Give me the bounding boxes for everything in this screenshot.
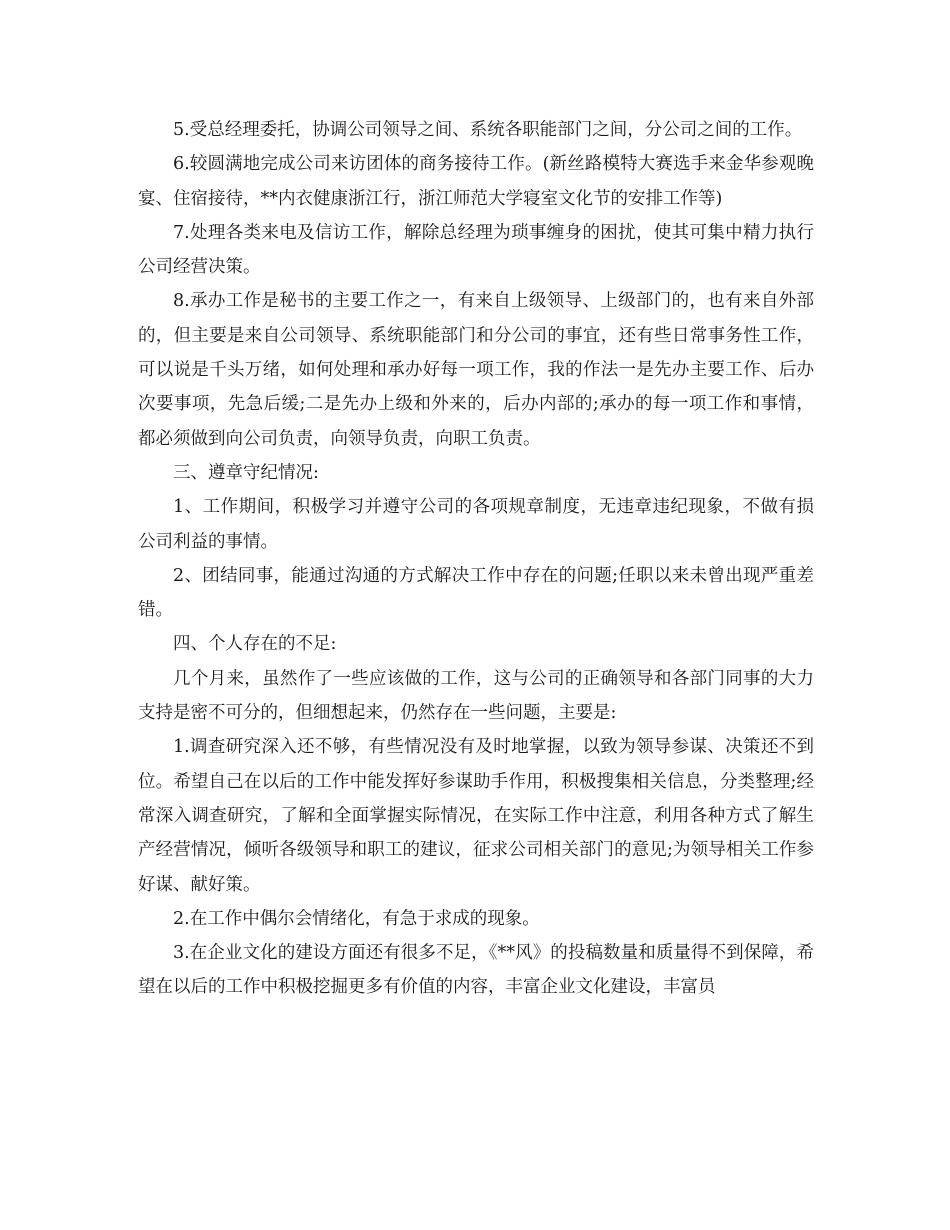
section-heading-discipline: 三、遵章守纪情况: (173, 462, 319, 483)
shortcoming-item-1: 1.调查研究深入还不够，有些情况没有及时地掌握，以致为领导参谋、决策还不到位。希望自己在以后的工作中能发挥好参谋助手作用，积极搜集相关信息，分类整理;经常深入调查研究，了解和全面掌握实际情况，在实际工作中注意，利用各种方式了解生产经营情况，倾听各级领导和职工的建议，征求公司相关部门的意见;为领导相关工作参好谋、献好策。 (138, 737, 814, 895)
shortcomings-intro: 几个月来，虽然作了一些应该做的工作，这与公司的正确领导和各部门同事的大力支持是密不可分的，但细想起来，仍然存在一些问题，主要是: (138, 668, 814, 724)
shortcoming-item-3: 3.在企业文化的建设方面还有很多不足，《**风》的投稿数量和质量得不到保障，希望在以后的工作中积极挖掘更多有价值的内容，丰富企业文化建设，丰富员 (138, 943, 814, 998)
discipline-item-2: 2、团结同事，能通过沟通的方式解决工作中存在的问题;任职以来未曾出现严重差错。 (138, 565, 814, 621)
shortcoming-item-2: 2.在工作中偶尔会情绪化，有急于求成的现象。 (173, 908, 540, 929)
paragraph-item-8: 8.承办工作是秘书的主要工作之一，有来自上级领导、上级部门的，也有来自外部的，但主要是来自公司领导、系统职能部门和分公司的事宜，还有些日常事务性工作，可以说是千头万绪，如何处理和承办好每一项工作，我的作法一是先办主要工作、后办次要事项，先急后缓;二是先办上级和外来的，后办内部的;承办的每一项工作和事情，都必须做到向公司负责，向领导负责，向职工负责。 (138, 291, 814, 449)
document-body (138, 113, 814, 1005)
section-heading-shortcomings: 四、个人存在的不足: (173, 634, 337, 655)
paragraph-item-6: 6.较圆满地完成公司来访团体的商务接待工作。(新丝路模特大赛选手来金华参观晚宴、住宿接待，**内衣健康浙江行，浙江师范大学寝室文化节的安排工作等) (138, 154, 814, 209)
paragraph-item-7: 7.处理各类来电及信访工作，解除总经理为琐事缠身的困扰，使其可集中精力执行公司经营决策。 (138, 222, 814, 278)
discipline-item-1: 1、工作期间，积极学习并遵守公司的各项规章制度，无违章违纪现象，不做有损公司利益的事情。 (138, 497, 814, 552)
paragraph-item-5: 5.受总经理委托，协调公司领导之间、系统各职能部门之间，分公司之间的工作。 (173, 120, 803, 140)
